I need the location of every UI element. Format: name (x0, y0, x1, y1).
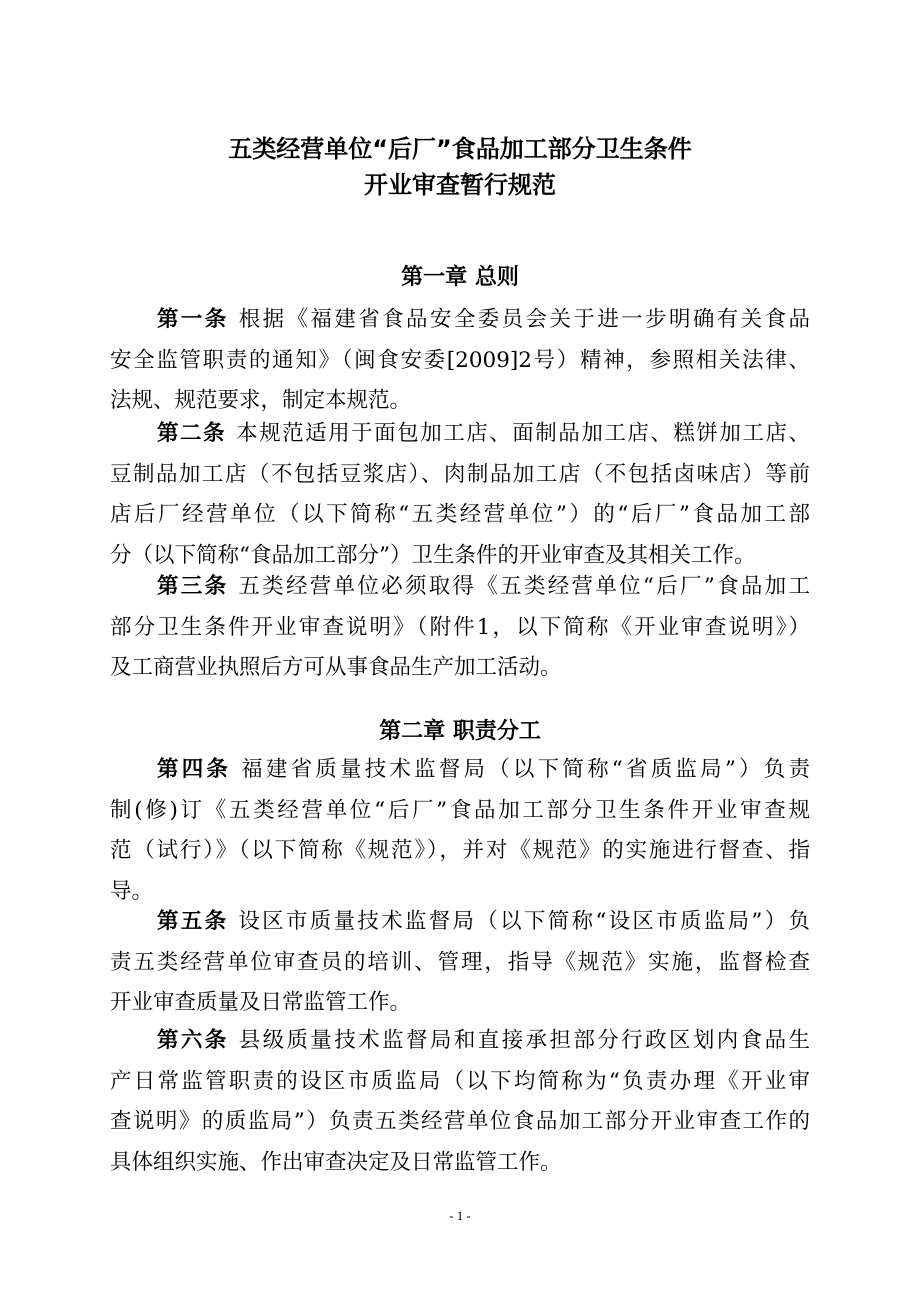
article (110, 414, 810, 576)
article-line: 责五类经营单位审查员的培训、管理，指导《规范》实施，监督检查 (110, 949, 810, 975)
article-line: 制(修)订《五类经营单位“后厂”食品加工部分卫生条件开业审查规 (110, 797, 810, 823)
article-text: 根据《福建省食品安全委员会关于进一步明确有关食品 (238, 307, 810, 332)
article-line: 及工商营业执照后方可从事食品生产加工活动。 (110, 655, 562, 680)
document-title-line-1: 五类经营单位“后厂”食品加工部分卫生条件 (228, 135, 692, 163)
article-text: 福建省质量技术监督局（以下简称“省质监局”）负责 (241, 757, 810, 782)
chapter-heading: 第一章 总则 (401, 264, 519, 290)
article-label: 第三条 (157, 574, 229, 599)
article-line (110, 300, 810, 341)
article-line: 法规、规范要求，制定本规范。 (110, 388, 412, 413)
article-line: 豆制品加工店（不包括豆浆店）、肉制品加工店（不包括卤味店）等前 (110, 461, 810, 487)
article-text: 本规范适用于面包加工店、面制品加工店、糕饼加工店、 (236, 421, 810, 446)
article-text: 设区市质量技术监督局（以下简称“设区市质监局”）负 (238, 909, 810, 934)
article (110, 567, 810, 689)
article-label: 第二条 (157, 421, 227, 446)
article-line: 安全监管职责的通知》（闽食安委[2009]2号）精神，参照相关法律、 (110, 347, 810, 373)
article-line: 部分卫生条件开业审查说明》（附件1，以下简称《开业审查说明》） (110, 614, 810, 640)
article (110, 300, 810, 422)
article (110, 750, 810, 912)
article-label: 第五条 (157, 909, 229, 934)
article-line: 范（试行）》（以下简称《规范》），并对《规范》的实施进行督查、指 (110, 838, 810, 863)
article-label: 第一条 (157, 307, 229, 332)
article-line: 开业审查质量及日常监管工作。 (110, 990, 412, 1015)
page-number: - 1 - (449, 1208, 471, 1223)
article-line (110, 567, 810, 608)
article-line: 查说明》的质监局”）负责五类经营单位食品加工部分开业审查工作的 (110, 1109, 810, 1134)
article-line (110, 750, 810, 791)
article-text: 县级质量技术监督局和直接承担部分行政区划内食品生 (238, 1028, 810, 1053)
article-text: 五类经营单位必须取得《五类经营单位“后厂”食品加工 (238, 574, 810, 599)
article-line (110, 1021, 810, 1062)
article (110, 902, 810, 1024)
article-label: 第四条 (157, 757, 232, 782)
article-line: 店后厂经营单位（以下简称“五类经营单位”）的“后厂”食品加工部 (110, 502, 810, 527)
document-title-line-2: 开业审查暂行规范 (364, 171, 556, 199)
article-line (110, 902, 810, 943)
chapter-heading: 第二章 职责分工 (379, 718, 541, 744)
article (110, 1021, 810, 1183)
article-label: 第六条 (157, 1028, 229, 1053)
article-line: 分（以下简称“食品加工部分”）卫生条件的开业审查及其相关工作。 (110, 542, 756, 568)
article-line (110, 414, 810, 455)
article-line: 产日常监管职责的设区市质监局（以下均简称为“负责办理《开业审 (110, 1068, 810, 1094)
article-line: 具体组织实施、作出审查决定及日常监管工作。 (110, 1149, 562, 1175)
article-line: 导。 (110, 878, 154, 904)
